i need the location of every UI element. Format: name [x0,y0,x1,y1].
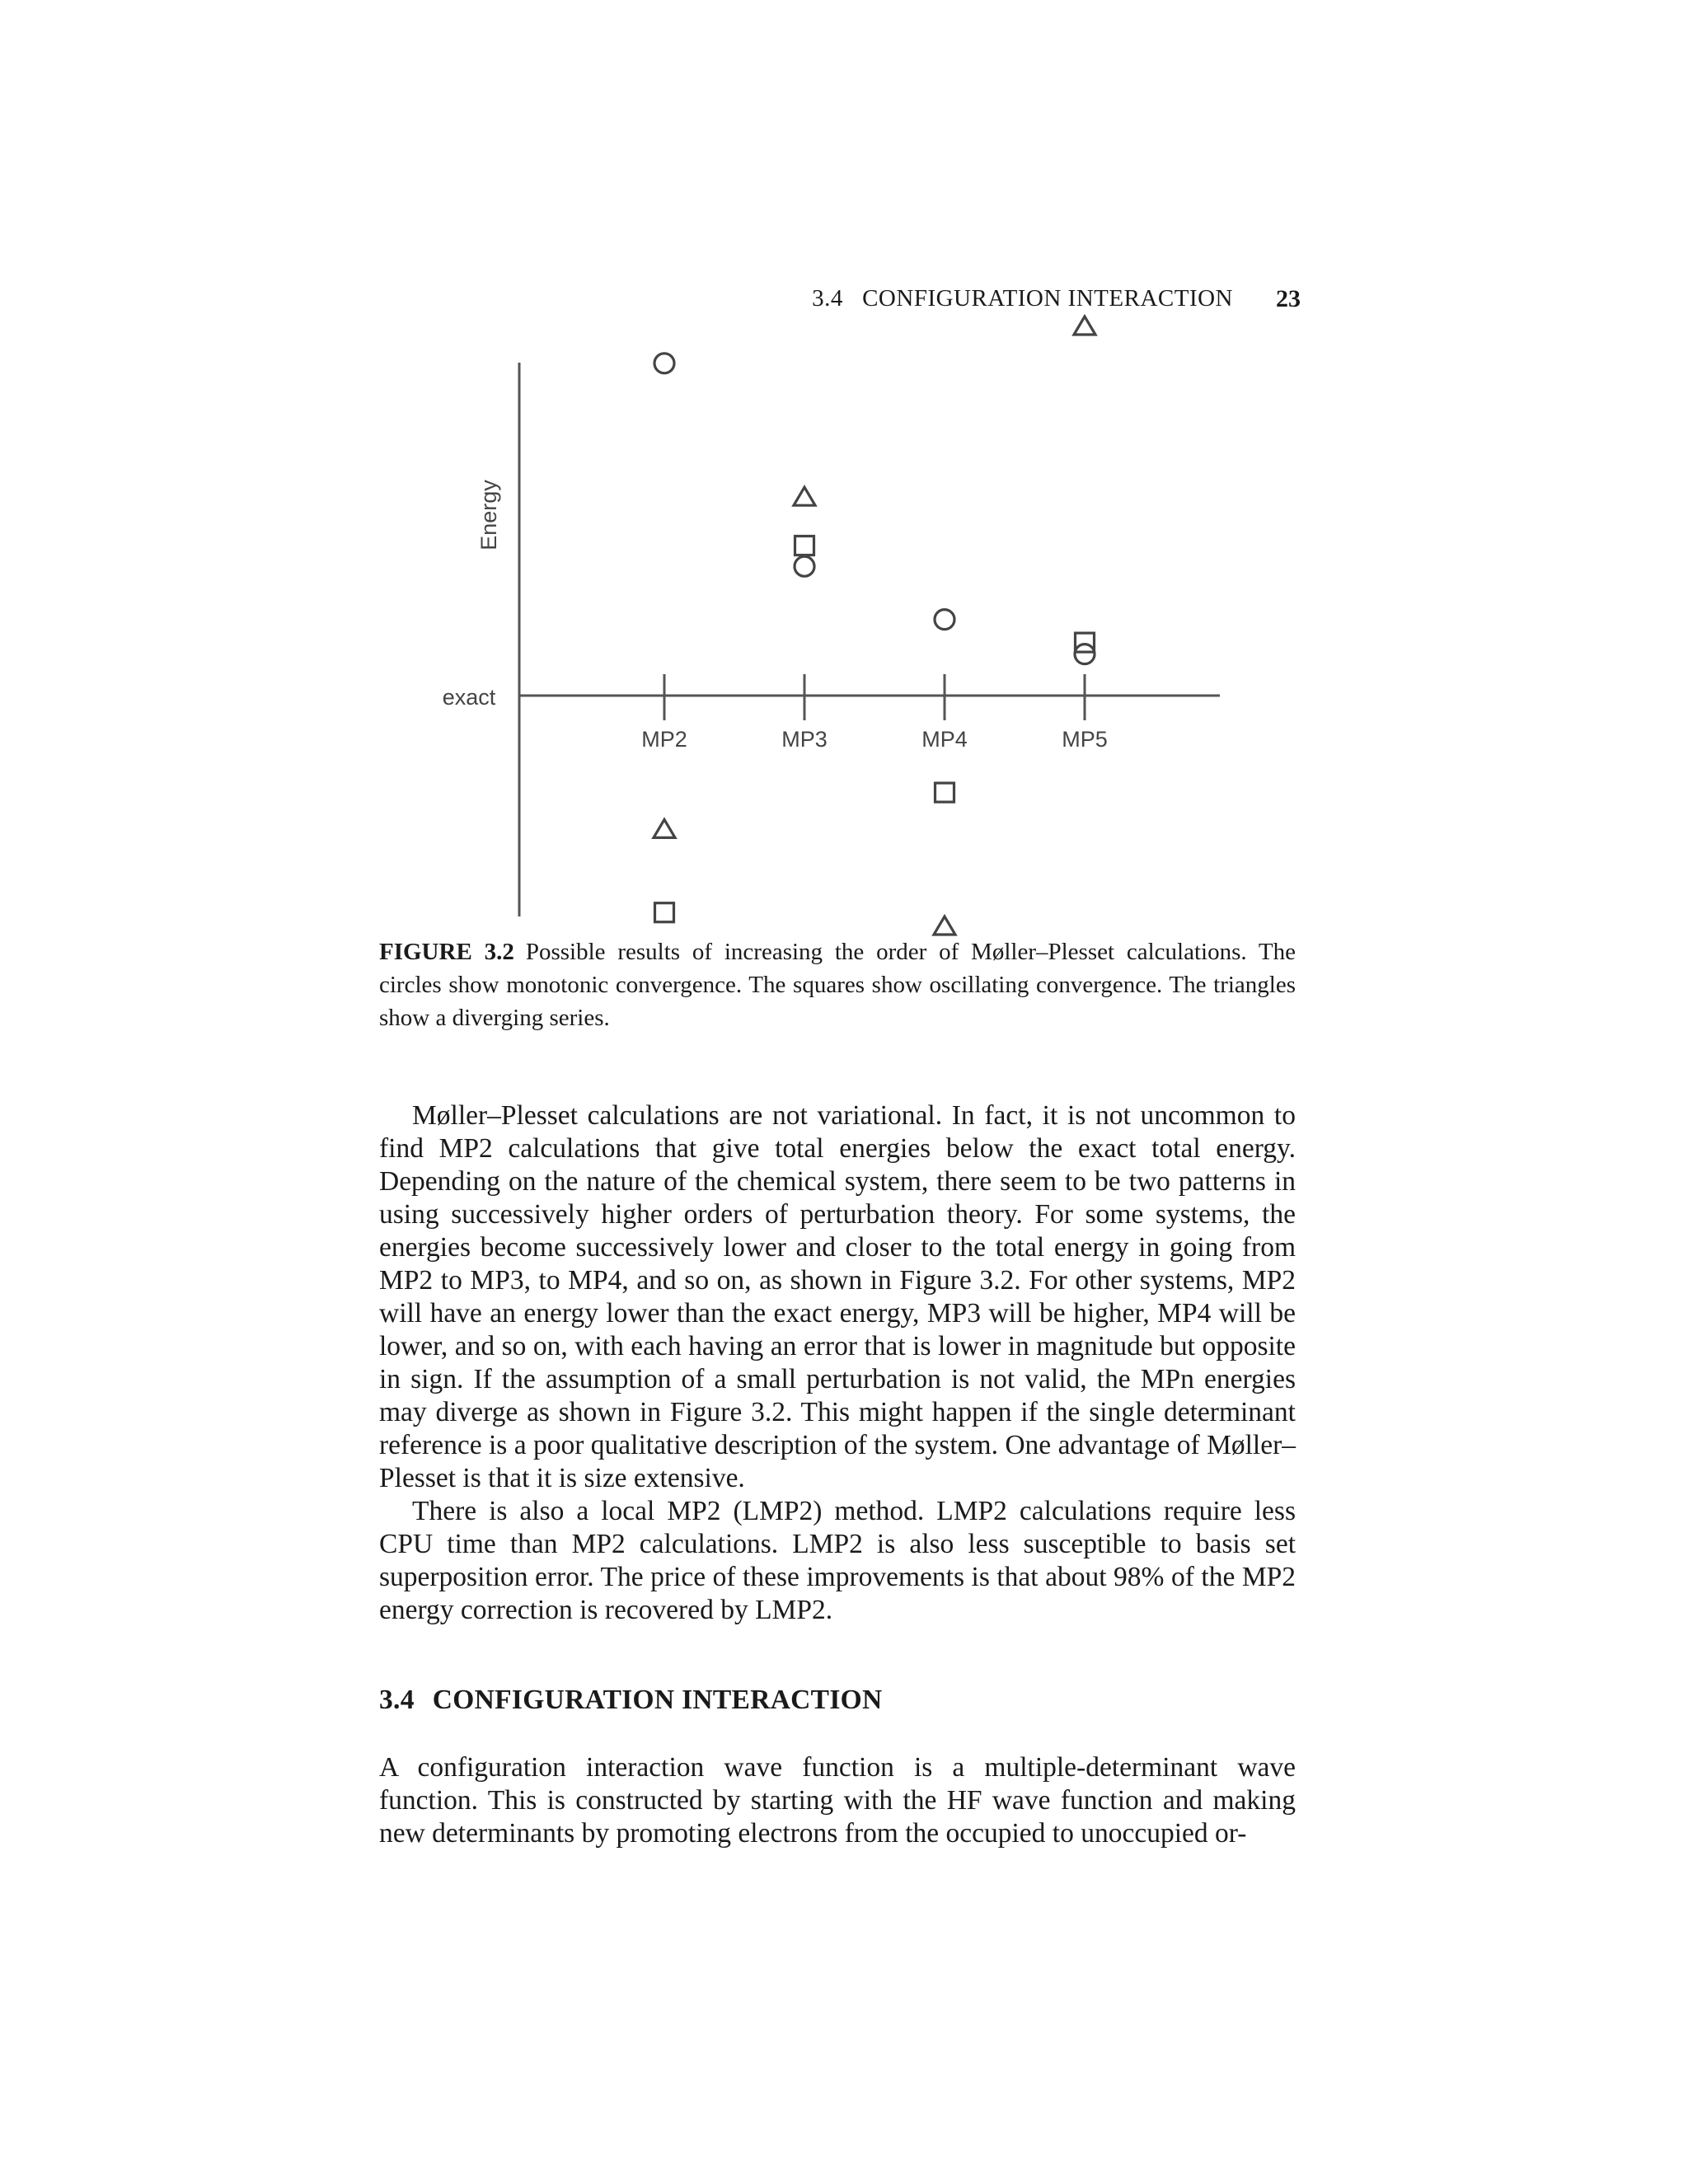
page-number: 23 [1276,285,1301,312]
x-tick-label-mp2: MP2 [641,727,687,752]
section-heading [379,1685,883,1716]
x-tick-label-mp4: MP4 [921,727,968,752]
caption-text: Possible results of increasing the order of Møller–Plesset calculations. The circles show monotonic convergence. The squares show oscillating convergence. The triangles show a diverging series. [379,939,1296,1031]
triangle-marker-mp3 [794,487,815,505]
running-title: 3.4 CONFIGURATION INTERACTION [812,285,1233,312]
triangle-marker-mp4 [934,916,955,935]
chart-axes [519,363,1220,916]
data-markers [654,316,1095,935]
body-text [379,1099,1296,1627]
figure-caption [379,935,1296,1034]
square-marker-mp3 [795,537,814,555]
x-ticks [641,674,1108,752]
circle-marker-mp3 [795,556,814,576]
paragraph-lmp2: There is also a local MP2 (LMP2) method. LMP2 calculations require less CPU time than MP2 calculations. LMP2 is also less susceptible to basis set superposition error. The price of these improvements is that about 98% of the MP2 energy correction is recovered by LMP2. [379,1496,1296,1625]
caption-label: FIGURE 3.2 [379,939,514,965]
square-marker-mp2 [655,903,674,922]
triangle-marker-mp5 [1074,316,1095,335]
y-axis-label: Energy [476,480,501,551]
exact-label: exact [442,685,496,710]
circle-marker-mp2 [654,354,674,373]
section-number: 3.4 [379,1685,415,1715]
x-tick-label-mp5: MP5 [1062,727,1108,752]
circle-marker-mp4 [935,610,954,630]
section-body [379,1751,1296,1850]
paragraph-mp-variational: Møller–Plesset calculations are not variational. In fact, it is not uncommon to find MP2 calculations that give total energies below the exact total energy. Depending on the nature of the chemical system, there seem to be two patterns in using successively higher orders of perturbation theory. For some systems, the energies become successively lower and closer to the total energy in going from MP2 to MP3, to MP4, and so on, as shown in Figure 3.2. For other systems, MP2 will have an energy lower than the exact energy, MP3 will be higher, MP4 will be lower, and so on, with each having an error that is lower in magnitude but opposite in sign. If the assumption of a small perturbation is not valid, the MPn energies may diverge as shown in Figure 3.2. This might happen if the single determinant reference is a poor qualitative description of the system. One advantage of Møller–Plesset is that it is size extensive. [379,1100,1296,1493]
figure-3-2 [0,0,1688,948]
triangle-marker-mp2 [654,819,675,837]
paragraph-ci: A configuration interaction wave function is a multiple-determinant wave function. This is constructed by starting with the HF wave function and making new determinants by promoting electrons from the occupied to unoccupied or- [379,1752,1296,1849]
x-tick-label-mp3: MP3 [781,727,828,752]
circle-marker-mp5 [1075,644,1095,664]
square-marker-mp4 [935,783,954,802]
square-marker-mp5 [1076,633,1095,652]
section-title: CONFIGURATION INTERACTION [432,1685,883,1715]
